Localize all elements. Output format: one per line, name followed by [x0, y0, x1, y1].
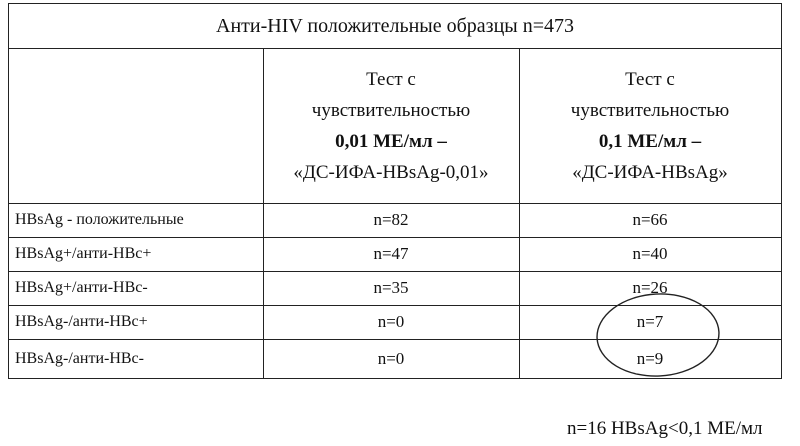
header-test-name: «ДС-ИФА-HBsAg»	[572, 161, 728, 183]
row-value-col1: n=82	[373, 210, 409, 229]
row-value-col1: n=0	[377, 312, 405, 331]
row-label: HBsAg-/анти-HBc+	[15, 313, 148, 330]
row-label: HBsAg - положительные	[15, 211, 184, 228]
row-label: HBsAg+/анти-HBc+	[15, 245, 152, 262]
header-sensitivity: 0,01 МЕ/мл –	[335, 130, 447, 152]
row-value-col1: n=0	[377, 348, 405, 368]
row-value-col2: n=40	[632, 244, 668, 263]
hand-drawn-ellipse	[594, 291, 722, 379]
table-title: Анти-HIV положительные образцы n=473	[216, 14, 574, 37]
header-test-name: «ДС-ИФА-HBsAg-0,01»	[293, 161, 489, 183]
row-value-col2: n=7	[636, 312, 664, 331]
row-value-col1: n=35	[373, 278, 409, 297]
row-value-col1: n=47	[373, 244, 409, 263]
row-label: HBsAg+/анти-HBc-	[15, 279, 148, 296]
header-line: Тест с	[366, 68, 416, 90]
header-line: чувствительностью	[570, 99, 730, 121]
row-value-col2: n=9	[636, 348, 664, 368]
column-header-2	[519, 48, 781, 203]
row-value-col2: n=66	[632, 210, 668, 229]
footnote: n=16 HBsAg<0,1 МЕ/мл	[567, 418, 763, 439]
header-line: Тест с	[625, 68, 675, 90]
row-value-col2: n=26	[632, 278, 668, 297]
header-line: чувствительностью	[311, 99, 471, 121]
column-header-1	[263, 48, 519, 203]
header-sensitivity: 0,1 МЕ/мл –	[598, 130, 702, 152]
row-label: HBsAg-/анти-HBc-	[15, 349, 144, 367]
